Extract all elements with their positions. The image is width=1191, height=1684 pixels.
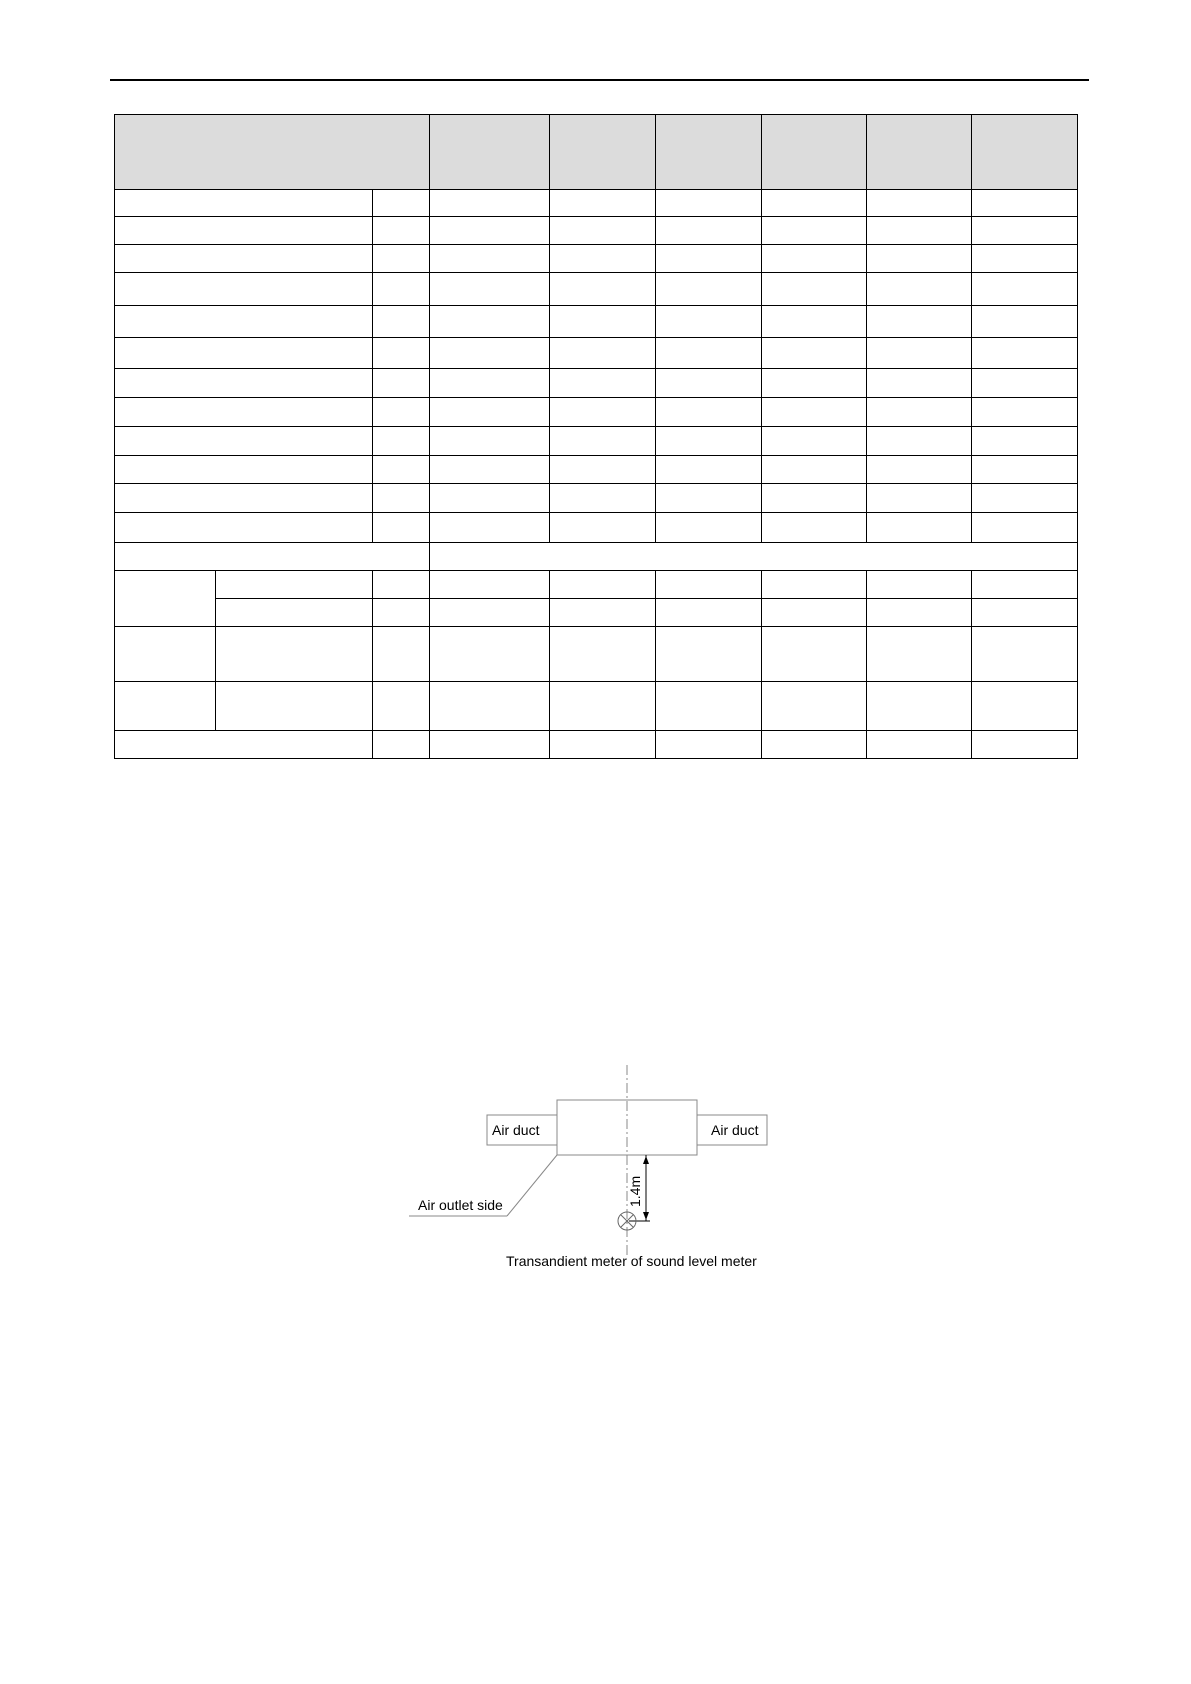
table-row-merged — [115, 543, 1078, 571]
table-row — [115, 484, 1078, 513]
outlet-label: Air outlet side — [418, 1197, 503, 1213]
table-row — [115, 306, 1078, 338]
left-duct-label: Air duct — [492, 1122, 540, 1138]
header-cell — [762, 115, 867, 190]
header-cell — [972, 115, 1078, 190]
table-row — [115, 599, 1078, 627]
sound-measurement-diagram — [400, 1065, 800, 1280]
table-row — [115, 456, 1078, 484]
dimension-arrow-top — [643, 1156, 649, 1164]
header-rule — [110, 79, 1089, 81]
header-cell — [115, 115, 430, 190]
header-cell — [656, 115, 762, 190]
spec-table — [114, 114, 1078, 759]
table-row — [115, 571, 1078, 599]
table-row — [115, 190, 1078, 217]
figure-caption: Transandient meter of sound level meter — [506, 1253, 757, 1269]
table-row — [115, 427, 1078, 456]
table-row — [115, 513, 1078, 543]
table-row — [115, 338, 1078, 369]
header-cell — [430, 115, 550, 190]
table-row — [115, 245, 1078, 273]
table-row — [115, 398, 1078, 427]
table-row — [115, 682, 1078, 731]
header-cell — [867, 115, 972, 190]
table-row — [115, 217, 1078, 245]
right-duct-label: Air duct — [711, 1122, 759, 1138]
dimension-arrow-bottom — [643, 1212, 649, 1220]
table-row — [115, 369, 1078, 398]
table-header-row — [115, 115, 1078, 190]
outlet-leader-line — [507, 1155, 557, 1216]
distance-label: 1.4m — [627, 1175, 643, 1207]
table-row — [115, 731, 1078, 759]
table-row — [115, 273, 1078, 306]
table-row — [115, 627, 1078, 682]
header-cell — [550, 115, 656, 190]
